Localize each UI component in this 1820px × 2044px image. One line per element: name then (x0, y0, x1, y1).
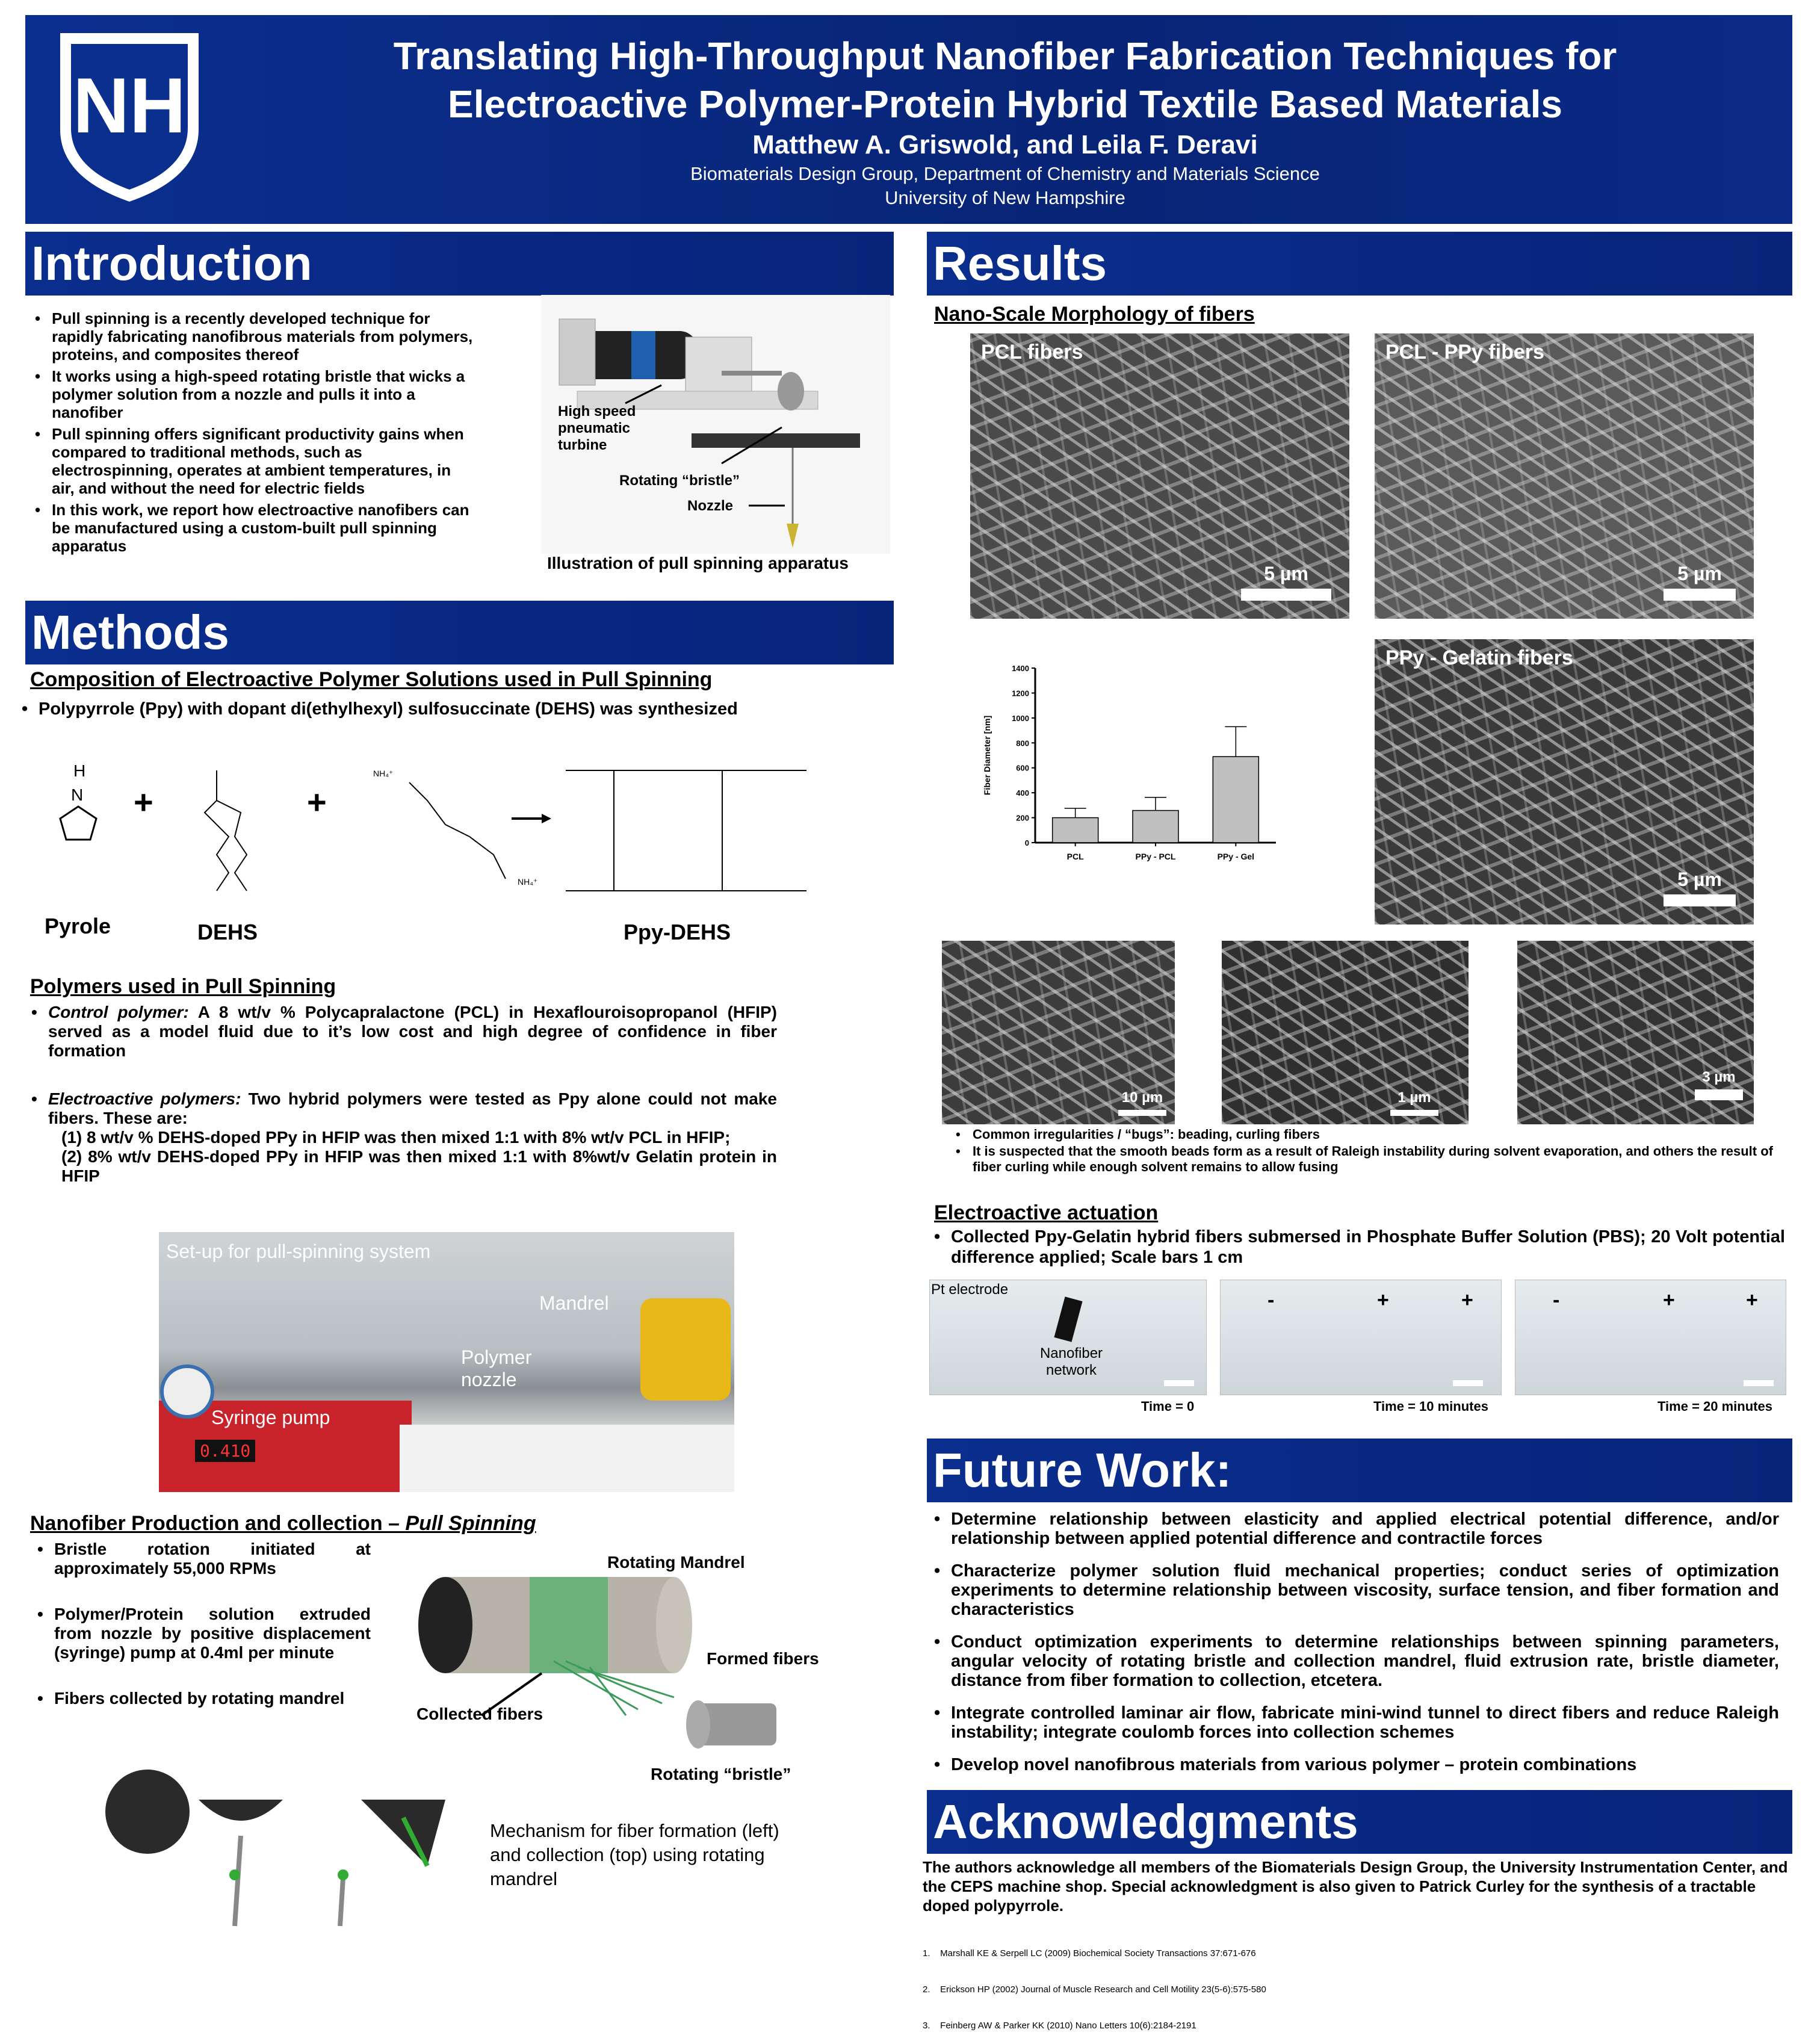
apparatus-illustration (541, 295, 890, 554)
actuation-photo-t10 (1220, 1280, 1502, 1395)
plus-sign: + (307, 783, 327, 821)
control-label: Control polymer: (48, 1003, 189, 1021)
poster-header (25, 15, 1792, 224)
acknowledgments-text: The authors acknowledge all members of the Biomaterials Design Group, the University Instrumentation Center, and the CEPS machine shop. Special acknowledgment is also given to Patrick Curley for the synthesis of a tractable doped polypyrrole. (923, 1858, 1788, 1915)
future-bullet: • Develop novel nanofibrous materials from various polymer – protein combinations (930, 1755, 1779, 1774)
bristle-label: Rotating “bristle” (619, 472, 740, 489)
y-tick-label: 1000 (1012, 713, 1029, 723)
future-bullet: • Characterize polymer solution fluid mechanical properties; conduct series of optimization experiments to determine relationship between viscosity, surface tension, and fiber formation and characteristics (930, 1561, 1779, 1619)
nozzle-label: Nozzle (687, 498, 734, 514)
sem-bug-image (1517, 941, 1754, 1124)
reference: 2. Erickson HP (2002) Journal of Muscle Research and Cell Motility 23(5-6):575-580 (923, 1984, 1266, 1995)
polymers-bullets (28, 1003, 777, 1189)
actuation-bullets (930, 1227, 1785, 1271)
intro-bullet: • It works using a high-speed rotating bristle that wicks a polymer solution from a nozzle and pulls it into a nanofiber (31, 367, 477, 421)
electro-item: (2) 8% wt/v DEHS-doped PPy in HFIP was then mixed 1:1 with 8%wt/v Gelatin protein in HFIP (61, 1147, 777, 1185)
pt-electrode-label: Pt electrode (931, 1281, 1009, 1298)
future-bullet: • Conduct optimization experiments to determine relationships between spinning parameters, angular velocity of rotating bristle and collection mandrel, fluid extrusion rate, bristle diameter, distance from fiber formation to collection, etcetera. (930, 1632, 1779, 1690)
results-heading: Results (927, 232, 1792, 296)
scale-bar (1744, 1380, 1774, 1386)
minus-sign: - (1553, 1289, 1560, 1312)
plus-sign: + (134, 783, 153, 821)
plus-sign: + (1663, 1289, 1675, 1312)
scale-bar (1390, 1089, 1438, 1116)
production-title-italic: Pull Spinning (405, 1512, 536, 1535)
production-bullet: • Bristle rotation initiated at approximately 55,000 RPMs (34, 1540, 371, 1578)
cutting-board (400, 1425, 734, 1492)
bugs-bullets (952, 1127, 1783, 1178)
mechanism-caption: Mechanism for fiber formation (left) and collection (top) using rotating mandrel (490, 1820, 779, 1889)
pyrole-label: Pyrole (45, 914, 111, 938)
future-bullet: • Determine relationship between elasticity and applied electrical potential difference, and/or relationship between applied potential difference and contractile forces (930, 1510, 1779, 1548)
poster-title-line2: Electroactive Polymer-Protein Hybrid Textile Based Materials (448, 82, 1562, 126)
bugs-bullet: • Common irregularities / “bugs”: beading, curling fibers (952, 1127, 1783, 1142)
scale-text: 1 µm (1398, 1089, 1431, 1106)
sem-image-ppy-gelatin (1375, 639, 1754, 924)
polymer-nozzle-label: Polymer nozzle (461, 1346, 532, 1390)
scale-text: 5 µm (1264, 563, 1308, 584)
future-bullet: • Integrate controlled laminar air flow, fabricate mini-wind tunnel to direct fibers and reduce Raleigh instability; integrate coulomb forces into collection schemes (930, 1703, 1779, 1742)
pump-display: 0.410 (195, 1440, 255, 1462)
ppy-dehs-label: Ppy-DEHS (624, 920, 731, 944)
electroactive-bullet (28, 1089, 777, 1186)
morphology-title: Nano-Scale Morphology of fibers (934, 303, 1255, 326)
svg-text:NH: NH (73, 61, 186, 149)
x-tick-label: PPy - PCL (1135, 852, 1176, 861)
production-title-text: Nanofiber Production and collection – (30, 1512, 406, 1535)
time-label: Time = 0 (1141, 1399, 1195, 1414)
actuation-photo-t0 (929, 1280, 1207, 1395)
nanofiber-network-label: Nanofiber network (1039, 1345, 1103, 1378)
nanofiber-network (1054, 1296, 1082, 1342)
turbine-label: High speed pneumatic turbine (558, 403, 636, 453)
fiber-diameter-chart (975, 656, 1288, 873)
composition-title: Composition of Electroactive Polymer Solutions used in Pull Spinning (30, 668, 713, 691)
sem-image-pcl-ppy (1375, 333, 1754, 619)
future-work-bullets (930, 1510, 1779, 1788)
university: University of New Hampshire (885, 187, 1125, 208)
reference: 1. Marshall KE & Serpell LC (2009) Biochemical Society Transactions 37:671-676 (923, 1948, 1256, 1959)
production-title (30, 1512, 536, 1535)
production-bullet: • Polymer/Protein solution extruded from nozzle by positive displacement (syringe) pump at 0.4ml per minute (34, 1605, 371, 1662)
sem-label: PPy - Gelatin fibers (1385, 646, 1573, 669)
intro-bullet: • Pull spinning offers significant productivity gains when compared to traditional methods, such as electrospinning, operates at ambient temperatures, in air, and without the need for electric fields (31, 425, 477, 497)
chemical-structures (36, 734, 831, 915)
y-tick-label: 200 (1016, 813, 1029, 823)
sem-bug-image (942, 941, 1175, 1124)
drill (640, 1298, 731, 1401)
introduction-heading: Introduction (25, 232, 894, 296)
bar (1133, 811, 1178, 843)
bugs-bullet: • It is suspected that the smooth beads form as a result of Raleigh instability during solvent evaporation, and others the result of fiber curling while enough solvent remains to allow fusing (952, 1144, 1783, 1175)
scale-bar (1241, 563, 1331, 601)
minus-sign: - (1268, 1289, 1275, 1312)
scale-bar (1695, 1069, 1743, 1100)
references (923, 1924, 1266, 2044)
control-polymer-bullet (28, 1003, 777, 1061)
pressure-gauge (160, 1364, 214, 1419)
intro-bullet: • Pull spinning is a recently developed technique for rapidly fabricating nanofibrous materials from polymers, proteins, and composites thereof (31, 309, 477, 364)
intro-bullet: • In this work, we report how electroactive nanofibers can be manufactured using a custom-built pull spinning apparatus (31, 501, 477, 555)
scale-bar (1453, 1380, 1483, 1386)
mandrel-label: Mandrel (539, 1292, 609, 1314)
svg-text:N: N (71, 785, 84, 804)
electro-label: Electroactive polymers: (48, 1089, 241, 1108)
affiliation: Biomaterials Design Group, Department of Chemistry and Materials Science (690, 163, 1320, 184)
actuation-bullet: • Collected Ppy-Gelatin hybrid fibers submersed in Phosphate Buffer Solution (PBS); 20 Volt potential difference applied; Scale bars 1 cm (930, 1227, 1785, 1268)
authors: Matthew A. Griswold, and Leila F. Deravi (752, 130, 1258, 159)
scale-bar (1118, 1089, 1166, 1116)
unh-logo-icon (54, 27, 205, 208)
setup-title: Set-up for pull-spinning system (166, 1240, 431, 1262)
x-tick-label: PCL (1066, 852, 1084, 861)
syringe-pump-label: Syringe pump (211, 1407, 330, 1428)
composition-bullet: • Polypyrrole (Ppy) with dopant di(ethylhexyl) sulfosuccinate (DEHS) was synthesized (18, 700, 800, 718)
formed-fibers-label: Formed fibers (707, 1649, 819, 1668)
y-tick-label: 600 (1016, 763, 1029, 773)
scale-bar (1664, 563, 1736, 601)
sem-label: PCL fibers (981, 341, 1083, 364)
actuation-title: Electroactive actuation (934, 1201, 1159, 1224)
production-bullet: • Fibers collected by rotating mandrel (34, 1689, 371, 1708)
sem-image-pcl (970, 333, 1349, 619)
scale-text: 3 µm (1702, 1069, 1736, 1085)
reference: 3. Feinberg AW & Parker KK (2010) Nano Letters 10(6):2184-2191 (923, 2021, 1196, 2031)
rotating-bristle-label: Rotating “bristle” (651, 1765, 791, 1783)
y-axis-label: Fiber Diameter [nm] (982, 715, 992, 796)
methods-heading: Methods (25, 601, 894, 664)
svg-text:H: H (73, 761, 86, 780)
future-work-heading: Future Work: (927, 1439, 1792, 1502)
acknowledgments-heading: Acknowledgments (927, 1790, 1792, 1854)
collected-fibers-label: Collected fibers (416, 1705, 543, 1723)
setup-photo (159, 1232, 734, 1492)
time-label: Time = 10 minutes (1373, 1399, 1488, 1414)
y-tick-label: 1200 (1012, 689, 1029, 698)
dehs-label: DEHS (197, 920, 258, 944)
svg-text:NH₄⁺: NH₄⁺ (373, 769, 394, 778)
apparatus-caption: Illustration of pull spinning apparatus (547, 554, 849, 572)
rotating-mandrel-label: Rotating Mandrel (607, 1553, 745, 1572)
y-tick-label: 1400 (1012, 664, 1029, 673)
x-tick-label: PPy - Gel (1217, 852, 1255, 861)
scale-bar (1164, 1380, 1194, 1386)
y-tick-label: 800 (1016, 739, 1029, 748)
composition-bullets (18, 700, 800, 722)
intro-bullets (31, 309, 477, 559)
electro-item: (1) 8 wt/v % DEHS-doped PPy in HFIP was then mixed 1:1 with 8% wt/v PCL in HFIP; (61, 1128, 731, 1147)
mechanism-diagram (60, 1758, 445, 1938)
y-tick-label: 0 (1024, 838, 1029, 847)
polymers-title: Polymers used in Pull Spinning (30, 975, 336, 998)
sem-bug-image (1222, 941, 1469, 1124)
scale-text: 5 µm (1677, 563, 1722, 584)
scale-text: 10 µm (1121, 1089, 1163, 1106)
production-bullets (34, 1540, 371, 1712)
y-tick-label: 400 (1016, 788, 1029, 798)
poster-title-line1: Translating High-Throughput Nanofiber Fabrication Techniques for (393, 34, 1617, 78)
time-label: Time = 20 minutes (1658, 1399, 1772, 1414)
control-text: A 8 wt/v % Polycapralactone (PCL) in Hexaflouroisopropanol (HFIP) served as a model fluid due to it’s low cost and high degree of confidence in fiber formation (48, 1003, 777, 1060)
scale-text: 5 µm (1677, 869, 1722, 890)
electro-text: Two hybrid polymers were tested as Ppy alone could not make fibers. These are: (48, 1089, 777, 1127)
bar (1053, 818, 1098, 843)
plus-sign: + (1746, 1289, 1758, 1312)
plus-sign: + (1377, 1289, 1389, 1312)
scale-bar (1664, 869, 1736, 906)
bar (1213, 757, 1258, 843)
svg-text:NH₄⁺: NH₄⁺ (518, 877, 538, 887)
plus-sign: + (1461, 1289, 1473, 1312)
sem-label: PCL - PPy fibers (1385, 341, 1544, 364)
actuation-photo-t20 (1515, 1280, 1786, 1395)
